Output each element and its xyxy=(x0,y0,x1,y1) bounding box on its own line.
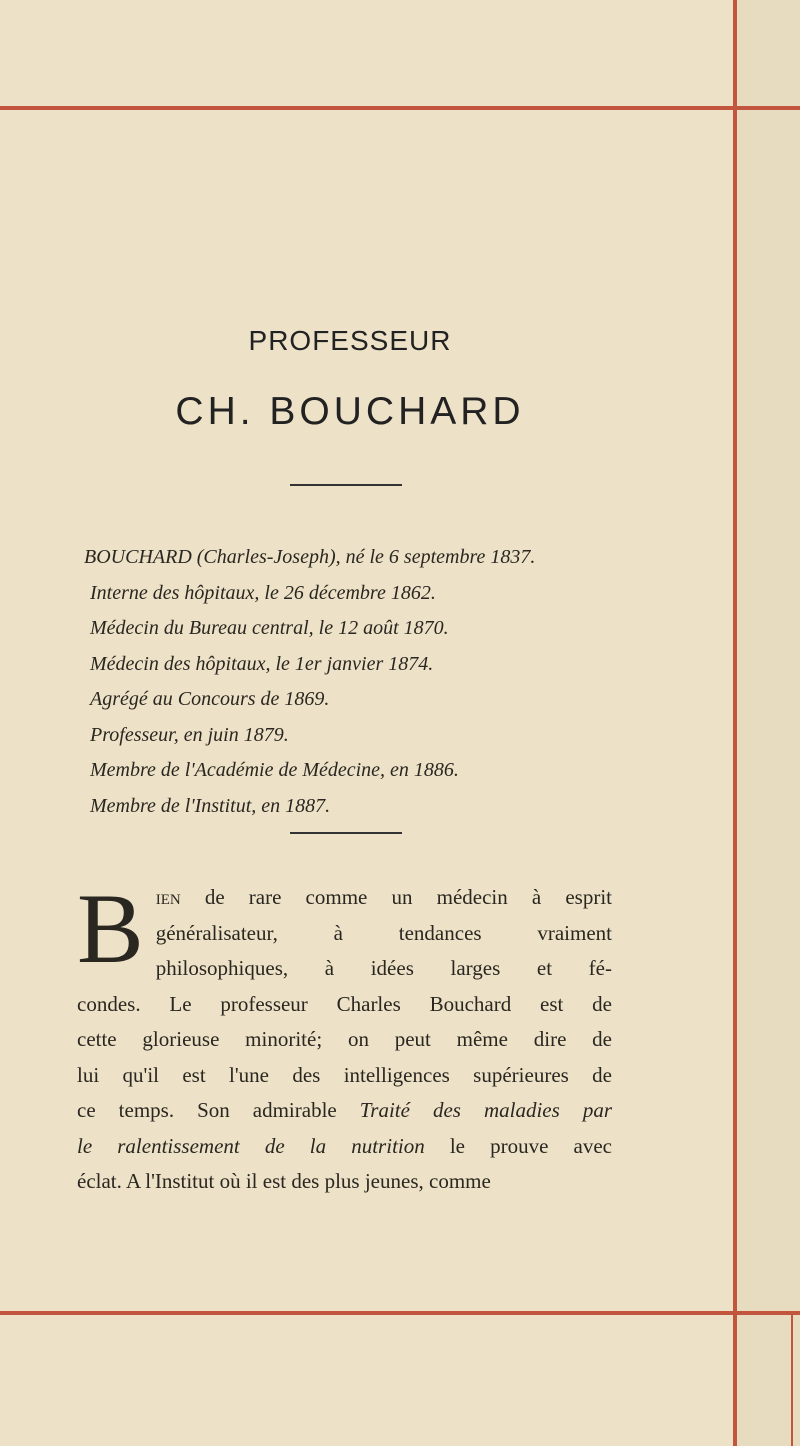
body-text xyxy=(77,873,612,1200)
edge-red-rule xyxy=(791,1315,793,1446)
text-line: condes. Le professeur Charles Bouchard est de xyxy=(77,991,612,1016)
separator-bottom xyxy=(290,832,402,834)
bio-line: Membre de l'Institut, en 1887. xyxy=(90,794,331,817)
separator-top xyxy=(290,484,402,486)
bio-line: Médecin du Bureau central, le 12 août 1870. xyxy=(90,617,449,639)
bio-line: BOUCHARD (Charles-Joseph), né le 6 septembre 1837. xyxy=(84,546,536,568)
book-title: Traité des maladies par xyxy=(359,1098,612,1122)
bio-line: Agrégé au Concours de 1869. xyxy=(90,688,330,710)
page-title: CH. BOUCHARD xyxy=(175,390,525,433)
small-caps-word: ien xyxy=(155,885,181,909)
text-line: ce temps. Son admirable Traité des maladies par xyxy=(77,1098,612,1122)
drop-cap: B xyxy=(77,873,144,984)
right-red-rule xyxy=(733,0,737,1446)
text-line: philosophiques, à idées larges et fé- xyxy=(155,956,612,980)
text-line: généralisateur, à tendances vraiment xyxy=(155,920,612,945)
biography-list xyxy=(84,540,730,824)
text-line: lui qu'il est l'une des intelligences supérieures de xyxy=(77,1062,612,1087)
text-line: ien de rare comme un médecin à esprit xyxy=(155,885,612,909)
bio-line: Professeur, en juin 1879. xyxy=(90,723,289,746)
bio-line: Interne des hôpitaux, le 26 décembre 1862. xyxy=(90,581,436,604)
top-red-rule xyxy=(0,106,800,110)
title-kicker: PROFESSEUR xyxy=(248,325,452,356)
bio-line: Médecin des hôpitaux, le 1er janvier 1874. xyxy=(90,652,434,675)
text-line: le ralentissement de la nutrition le prouve avec xyxy=(77,1133,612,1158)
text-line: éclat. A l'Institut où il est des plus jeunes, comme xyxy=(77,1169,491,1193)
book-title: le ralentissement de la nutrition xyxy=(77,1133,425,1158)
bio-line: Membre de l'Académie de Médecine, en 1886. xyxy=(90,759,459,781)
text-line: cette glorieuse minorité; on peut même dire de xyxy=(77,1027,612,1051)
bottom-red-rule xyxy=(0,1311,800,1315)
page-margin xyxy=(737,0,800,1446)
